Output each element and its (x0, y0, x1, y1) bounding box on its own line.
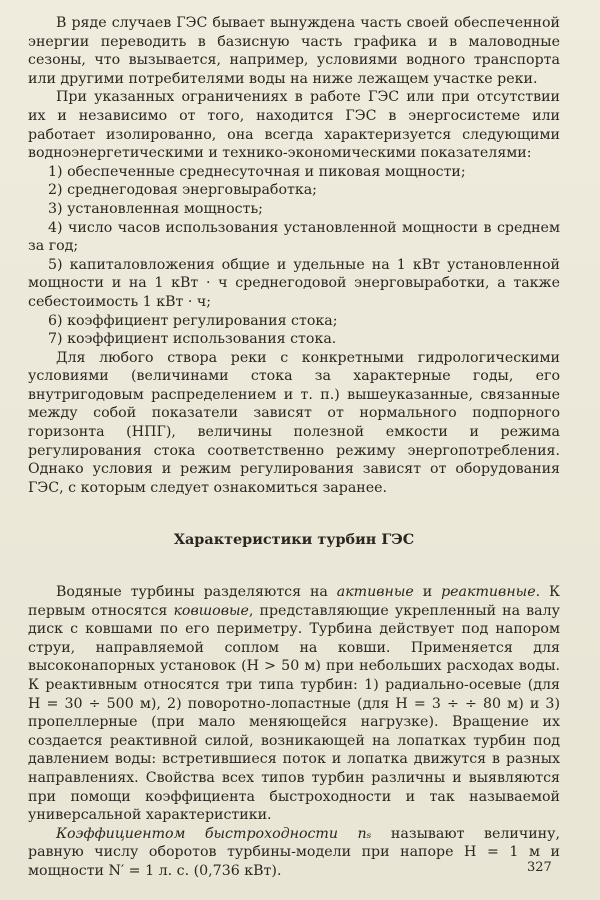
list-item-6: 6) коэффициент регулирования стока; (48, 312, 338, 329)
p5-text-b: называют величину, равную числу оборотов турбины-модели при напоре H = 1 м и мощности N′ = 1 л. с. (0,736 кВт). (28, 825, 560, 879)
paragraph-1: В ряде случаев ГЭС бывает вынуждена часть своей обеспеченной энергии переводить в базисную часть графика и в маловодные сезоны, что вызывается, например, условиями водного транспорта или другими потребителями воды на ниже лежащем участке реки. (28, 15, 560, 87)
list-item-4: 4) число часов использования установленной мощности в среднем за год; (28, 219, 560, 255)
term-specific-speed: Коэффициентом быстроходности nₛ (56, 825, 372, 842)
term-bucket: ковшовые (173, 602, 249, 619)
term-reactive: реактивные (441, 584, 536, 601)
p4-text-e: . К первым относятся (28, 584, 560, 619)
page-text (28, 14, 560, 881)
list-item-2: 2) среднегодовая энерговыработка; (48, 182, 317, 199)
paragraph-4 (28, 583, 560, 825)
p4-text-g: , представляющие укрепленный на валу диск с ковшами по его периметру. Турбина действует под напором струи, направляемой соплом на ковши. Применяется для высоконапорных установок (H > 50 м) при небольших расходах воды. К реактивным относятся три типа турбин: 1) радиально-осевые (для H = 30 ÷ 500 м), 2) поворотно-лопастные (для H = 3 ÷ ÷ 80 м) и 3) пропеллерные (при мало меняющейся нагрузке). Вращение их создается реактивной силой, возникающей на лопатках турбин под давлением воды: встретившиеся поток и лопатка движутся в разных направлениях. Свойства всех типов турбин различны и выявляются при помощи коэффициента быстроходности и так называемой универсальной характеристики. (28, 602, 560, 824)
list-item-1: 1) обеспеченные среднесуточная и пиковая мощности; (48, 163, 466, 180)
paragraph-2: При указанных ограничениях в работе ГЭС или при отсутствии их и независимо от того, находится ГЭС в энергосистеме или работает изолированно, она всегда характеризуется следующими водноэнергетическими и технико-экономическими показателями: (28, 89, 560, 162)
list-item-5: 5) капиталовложения общие и удельные на 1 кВт установленной мощности и на 1 кВт · ч среднегодовой энерговыработки, а также себестоимость 1 кВт · ч; (28, 256, 560, 310)
p4-text-c: и (413, 584, 442, 601)
page-number: 327 (527, 860, 552, 875)
paragraph-5 (28, 825, 560, 881)
term-active: активные (336, 584, 414, 601)
section-heading: Характеристики турбин ГЭС (173, 531, 415, 549)
paragraph-3: Для любого створа реки с конкретными гидрологическими условиями (величинами стока за характерные годы, его внутригодовым распределением и т. п.) вышеуказанные, связанные между собой показатели зависят от нормального подпорного горизонта (НПГ), величины полезной емкости и режима регулирования стока соответственно режиму энергопотребления. Однако условия и режим регулирования зависят от оборудования ГЭС, с которым следует ознакомиться заранее. (28, 349, 560, 496)
list-item-3: 3) установленная мощность; (48, 200, 263, 217)
p4-text-a: Водяные турбины разделяются на (56, 584, 337, 601)
list-item-7: 7) коэффициент использования стока. (48, 331, 337, 348)
